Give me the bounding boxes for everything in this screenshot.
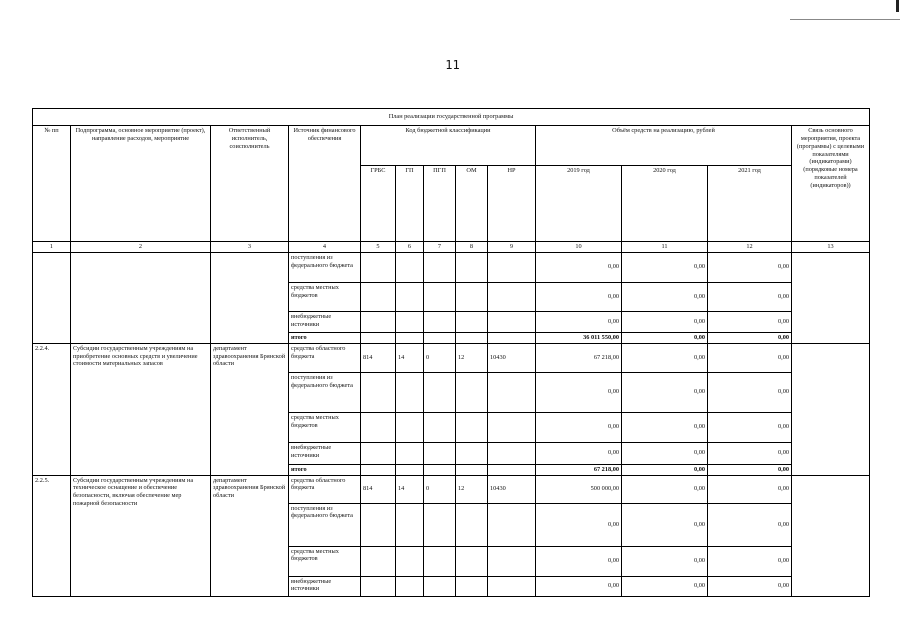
- value-2021: 0,00: [708, 412, 792, 442]
- col-number: 5: [361, 242, 396, 253]
- header-om: ОМ: [456, 166, 488, 242]
- value-2020: 0,00: [622, 546, 708, 576]
- value-2020: 0,00: [622, 252, 708, 282]
- value-2019: 0,00: [536, 442, 622, 464]
- source-cell: поступления из федерального бюджета: [289, 503, 361, 546]
- col-number: 3: [211, 242, 289, 253]
- source-cell: итого: [289, 464, 361, 475]
- header-budget-code: Код бюджетной классификации: [361, 126, 536, 166]
- header-2019: 2019 год: [536, 166, 622, 242]
- col-number: 12: [708, 242, 792, 253]
- value-2021: 0,00: [708, 464, 792, 475]
- value-2019: 36 011 550,00: [536, 332, 622, 343]
- value-2020: 0,00: [622, 464, 708, 475]
- pgp-cell: 0: [424, 343, 456, 372]
- col-number: 1: [33, 242, 71, 253]
- header-gp: ГП: [396, 166, 424, 242]
- header-volume: Объём средств на реализацию, рублей: [536, 126, 792, 166]
- value-2021: 0,00: [708, 372, 792, 412]
- item-executor: департамент здравоохранения Брянской области: [211, 343, 289, 475]
- item-name: Субсидии государственным учреждениям на техническое оснащение и обеспечение безопасности, включая обеспечение мер пожарной безопасности: [71, 475, 211, 596]
- om-cell: 12: [456, 343, 488, 372]
- col-number: 10: [536, 242, 622, 253]
- col-number: 2: [71, 242, 211, 253]
- source-cell: средства местных бюджетов: [289, 282, 361, 311]
- header-2021: 2021 год: [708, 166, 792, 242]
- nr-cell: 10430: [488, 475, 536, 503]
- value-2020: 0,00: [622, 412, 708, 442]
- value-2021: 0,00: [708, 442, 792, 464]
- source-cell: средства областного бюджета: [289, 343, 361, 372]
- source-cell: поступления из федерального бюджета: [289, 252, 361, 282]
- value-2021: 0,00: [708, 475, 792, 503]
- page-number: 11: [445, 58, 460, 72]
- header-2020: 2020 год: [622, 166, 708, 242]
- header-nr: НР: [488, 166, 536, 242]
- header-grbs: ГРБС: [361, 166, 396, 242]
- value-2019: 0,00: [536, 252, 622, 282]
- scan-line: [790, 19, 900, 20]
- plan-table: [32, 108, 870, 597]
- col-number: 9: [488, 242, 536, 253]
- col-number: 13: [792, 242, 870, 253]
- gp-cell: 14: [396, 475, 424, 503]
- value-2020: 0,00: [622, 503, 708, 546]
- value-2020: 0,00: [622, 343, 708, 372]
- scan-mark: [896, 0, 899, 12]
- value-2020: 0,00: [622, 442, 708, 464]
- table-row: [33, 252, 870, 282]
- col-number: 11: [622, 242, 708, 253]
- item-number: 2.2.4.: [33, 343, 71, 475]
- col-number: 8: [456, 242, 488, 253]
- value-2019: 500 000,00: [536, 475, 622, 503]
- source-cell: итого: [289, 332, 361, 343]
- table-row: [33, 343, 870, 372]
- value-2019: 67 218,00: [536, 464, 622, 475]
- value-2021: 0,00: [708, 252, 792, 282]
- value-2020: 0,00: [622, 332, 708, 343]
- value-2020: 0,00: [622, 311, 708, 332]
- header-executor: Ответственный исполнитель, соисполнитель: [211, 126, 289, 242]
- value-2020: 0,00: [622, 372, 708, 412]
- value-2019: 0,00: [536, 282, 622, 311]
- col-number: 4: [289, 242, 361, 253]
- source-cell: внебюджетные источники: [289, 442, 361, 464]
- value-2019: 67 218,00: [536, 343, 622, 372]
- header-source: Источник финансового обеспечения: [289, 126, 361, 242]
- pgp-cell: 0: [424, 475, 456, 503]
- source-cell: поступления из федерального бюджета: [289, 372, 361, 412]
- value-2021: 0,00: [708, 332, 792, 343]
- column-numbers-row: [33, 242, 870, 253]
- grbs-cell: 814: [361, 475, 396, 503]
- gp-cell: 14: [396, 343, 424, 372]
- value-2021: 0,00: [708, 576, 792, 596]
- table-row: [33, 475, 870, 503]
- source-cell: средства областного бюджета: [289, 475, 361, 503]
- source-cell: средства местных бюджетов: [289, 546, 361, 576]
- col-number: 6: [396, 242, 424, 253]
- item-name: Субсидии государственным учреждениям на приобретение основных средств и увеличение стоимости материальных запасов: [71, 343, 211, 475]
- value-2019: 0,00: [536, 372, 622, 412]
- grbs-cell: 814: [361, 343, 396, 372]
- value-2020: 0,00: [622, 282, 708, 311]
- item-executor: департамент здравоохранения Брянской области: [211, 475, 289, 596]
- header-subprogram: Подпрограмма, основное мероприятие (проект), направление расходов, мероприятие: [71, 126, 211, 242]
- item-number: 2.2.5.: [33, 475, 71, 596]
- value-2021: 0,00: [708, 546, 792, 576]
- om-cell: 12: [456, 475, 488, 503]
- value-2020: 0,00: [622, 475, 708, 503]
- value-2019: 0,00: [536, 546, 622, 576]
- value-2019: 0,00: [536, 311, 622, 332]
- value-2021: 0,00: [708, 343, 792, 372]
- value-2020: 0,00: [622, 576, 708, 596]
- header-no: № пп: [33, 126, 71, 242]
- header-link: Связь основного мероприятия, проекта (программы) с целевыми показателями (индикаторами) (порядковые номера показателей (индикаторов)): [792, 126, 870, 242]
- table-caption: План реализации государственной программы: [33, 109, 870, 126]
- value-2021: 0,00: [708, 282, 792, 311]
- value-2021: 0,00: [708, 503, 792, 546]
- nr-cell: 10430: [488, 343, 536, 372]
- source-cell: внебюджетные источники: [289, 576, 361, 596]
- value-2019: 0,00: [536, 576, 622, 596]
- value-2019: 0,00: [536, 412, 622, 442]
- value-2021: 0,00: [708, 311, 792, 332]
- source-cell: внебюджетные источники: [289, 311, 361, 332]
- header-pgp: ПГП: [424, 166, 456, 242]
- value-2019: 0,00: [536, 503, 622, 546]
- col-number: 7: [424, 242, 456, 253]
- source-cell: средства местных бюджетов: [289, 412, 361, 442]
